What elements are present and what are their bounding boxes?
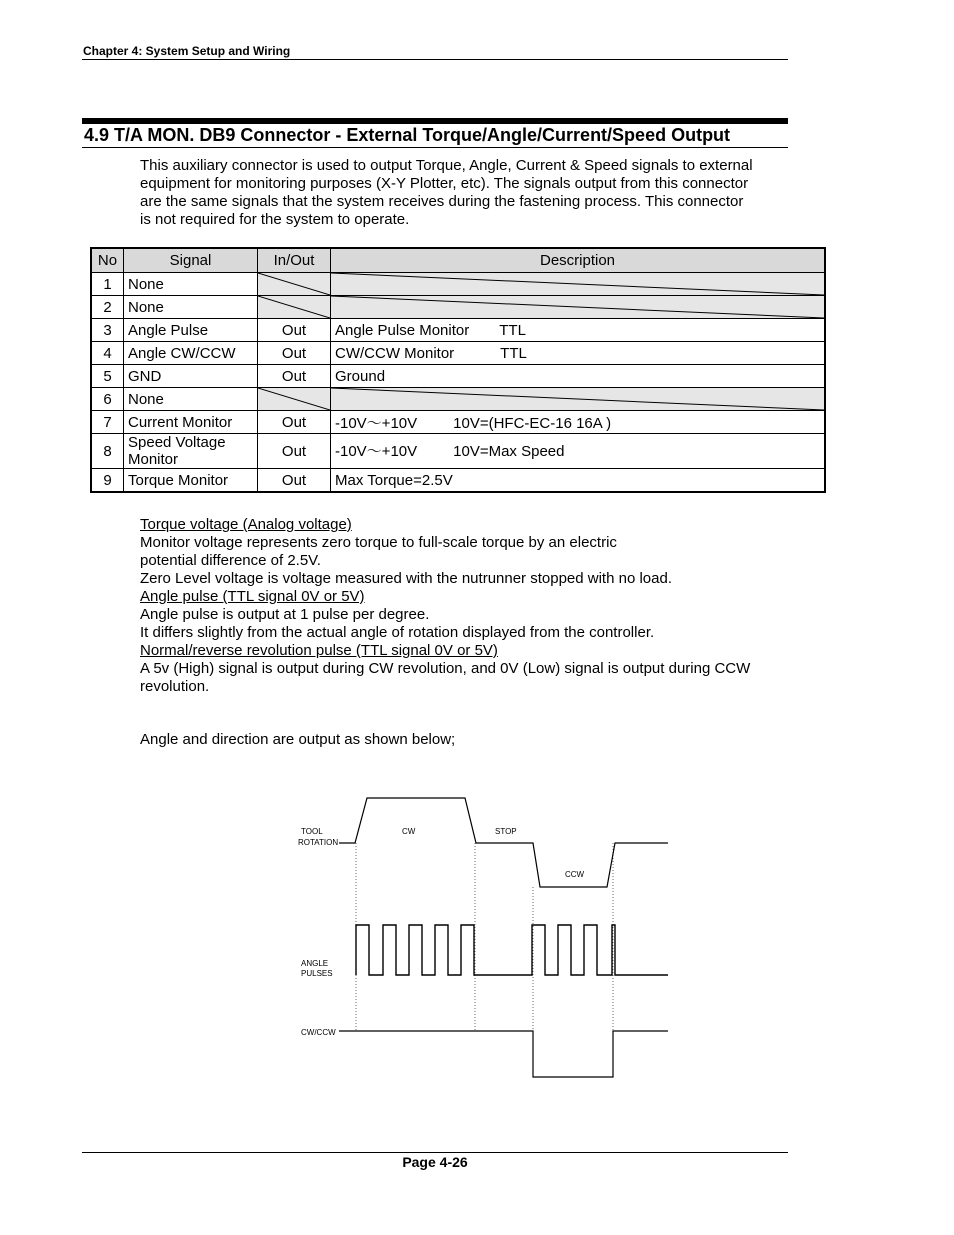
col-description: Description (331, 248, 826, 273)
cell-inout: Out (258, 365, 331, 388)
chapter-header: Chapter 4: System Setup and Wiring (83, 44, 291, 58)
heading-bar (82, 118, 788, 124)
intro-line: This auxiliary connector is used to output Torque, Angle, Current & Speed signals to external (140, 157, 753, 174)
cell-description (331, 342, 826, 365)
desc-part: TTL (500, 344, 527, 362)
desc-part: TTL (499, 321, 526, 339)
note-line: potential difference of 2.5V. (140, 552, 321, 569)
note-line: A 5v (High) signal is output during CW revolution, and 0V (Low) signal is output during CCW (140, 660, 751, 677)
cell-na (331, 296, 826, 319)
signal-table (90, 247, 826, 493)
cell-description: Max Torque=2.5V (331, 469, 826, 493)
note-line: It differs slightly from the actual angle of rotation displayed from the controller. (140, 624, 655, 641)
cell-description (331, 319, 826, 342)
cell-na (258, 273, 331, 296)
label-rotation: ROTATION (298, 838, 339, 847)
label-tool: TOOL (301, 827, 323, 836)
label-angle: ANGLE (301, 959, 329, 968)
table-header-row (91, 248, 825, 273)
cell-signal: GND (124, 365, 258, 388)
cell-signal (124, 434, 258, 469)
note-line: Zero Level voltage is voltage measured with the nutrunner stopped with no load. (140, 570, 672, 587)
desc-part: 10V=(HFC-EC-16 16A ) (453, 414, 612, 432)
cell-na (331, 388, 826, 411)
heading-rule (82, 147, 788, 148)
col-no: No (91, 248, 124, 273)
cwccw-waveform (339, 1031, 668, 1077)
label-cwccw: CW/CCW (301, 1028, 336, 1037)
cell-inout: Out (258, 434, 331, 469)
cell-inout: Out (258, 319, 331, 342)
diagram-caption: Angle and direction are output as shown below; (140, 731, 456, 748)
cell-description: Ground (331, 365, 826, 388)
torque-heading: Torque voltage (Analog voltage) (140, 516, 352, 533)
page-number: Page 4-26 (402, 1154, 468, 1170)
section-title: 4.9 T/A MON. DB9 Connector - External Torque/Angle/Current/Speed Output (84, 125, 731, 145)
signal-line: Monitor (128, 451, 179, 468)
label-stop: STOP (495, 827, 517, 836)
desc-part: 10V=Max Speed (453, 442, 565, 460)
cell-na (258, 388, 331, 411)
cell-inout: Out (258, 342, 331, 365)
footer-rule (82, 1152, 788, 1153)
angle-pulse-waveform (356, 925, 668, 975)
cell-signal: Current Monitor (124, 411, 258, 434)
table-row (91, 296, 825, 319)
label-ccw: CCW (565, 870, 585, 879)
rotation-waveform (339, 798, 668, 887)
table-row (91, 469, 825, 493)
intro-line: are the same signals that the system receives during the fastening process. This connector (140, 193, 744, 210)
table-row (91, 319, 825, 342)
cell-signal: Torque Monitor (124, 469, 258, 493)
desc-part: CW/CCW Monitor (335, 344, 455, 362)
cell-na (331, 273, 826, 296)
cell-inout: Out (258, 411, 331, 434)
cell-no: 8 (91, 434, 124, 469)
cell-signal: None (124, 296, 258, 319)
cell-no: 6 (91, 388, 124, 411)
cell-signal: Angle CW/CCW (124, 342, 258, 365)
cell-signal: None (124, 388, 258, 411)
intro-paragraph (140, 157, 790, 229)
timing-diagram (290, 785, 680, 1085)
table-row (91, 273, 825, 296)
table-row (91, 388, 825, 411)
cell-no: 1 (91, 273, 124, 296)
header-rule (82, 59, 788, 60)
col-signal: Signal (124, 248, 258, 273)
signal-line: Speed Voltage (128, 434, 226, 451)
table-row (91, 342, 825, 365)
cell-signal: Angle Pulse (124, 319, 258, 342)
cell-no: 5 (91, 365, 124, 388)
table-row (91, 411, 825, 434)
cell-no: 4 (91, 342, 124, 365)
cell-description (331, 434, 826, 469)
angle-heading: Angle pulse (TTL signal 0V or 5V) (140, 588, 365, 605)
desc-part: -10V～+10V (335, 442, 418, 460)
desc-part: Angle Pulse Monitor (335, 321, 470, 339)
cell-no: 2 (91, 296, 124, 319)
table-row (91, 434, 825, 469)
cell-inout: Out (258, 469, 331, 493)
cell-signal: None (124, 273, 258, 296)
cell-no: 7 (91, 411, 124, 434)
note-line: Angle pulse is output at 1 pulse per degree. (140, 606, 430, 623)
notes-block (140, 516, 790, 696)
label-pulses: PULSES (301, 969, 333, 978)
cell-no: 9 (91, 469, 124, 493)
intro-line: is not required for the system to operate. (140, 211, 410, 228)
intro-line: equipment for monitoring purposes (X-Y Plotter, etc). The signals output from this connector (140, 175, 749, 192)
col-inout: In/Out (258, 248, 331, 273)
note-line: revolution. (140, 678, 210, 695)
cell-na (258, 296, 331, 319)
revolution-heading: Normal/reverse revolution pulse (TTL signal 0V or 5V) (140, 642, 498, 659)
note-line: Monitor voltage represents zero torque to full-scale torque by an electric (140, 534, 617, 551)
cell-description (331, 411, 826, 434)
desc-part: -10V～+10V (335, 414, 418, 432)
label-cw: CW (402, 827, 416, 836)
table-row (91, 365, 825, 388)
cell-no: 3 (91, 319, 124, 342)
